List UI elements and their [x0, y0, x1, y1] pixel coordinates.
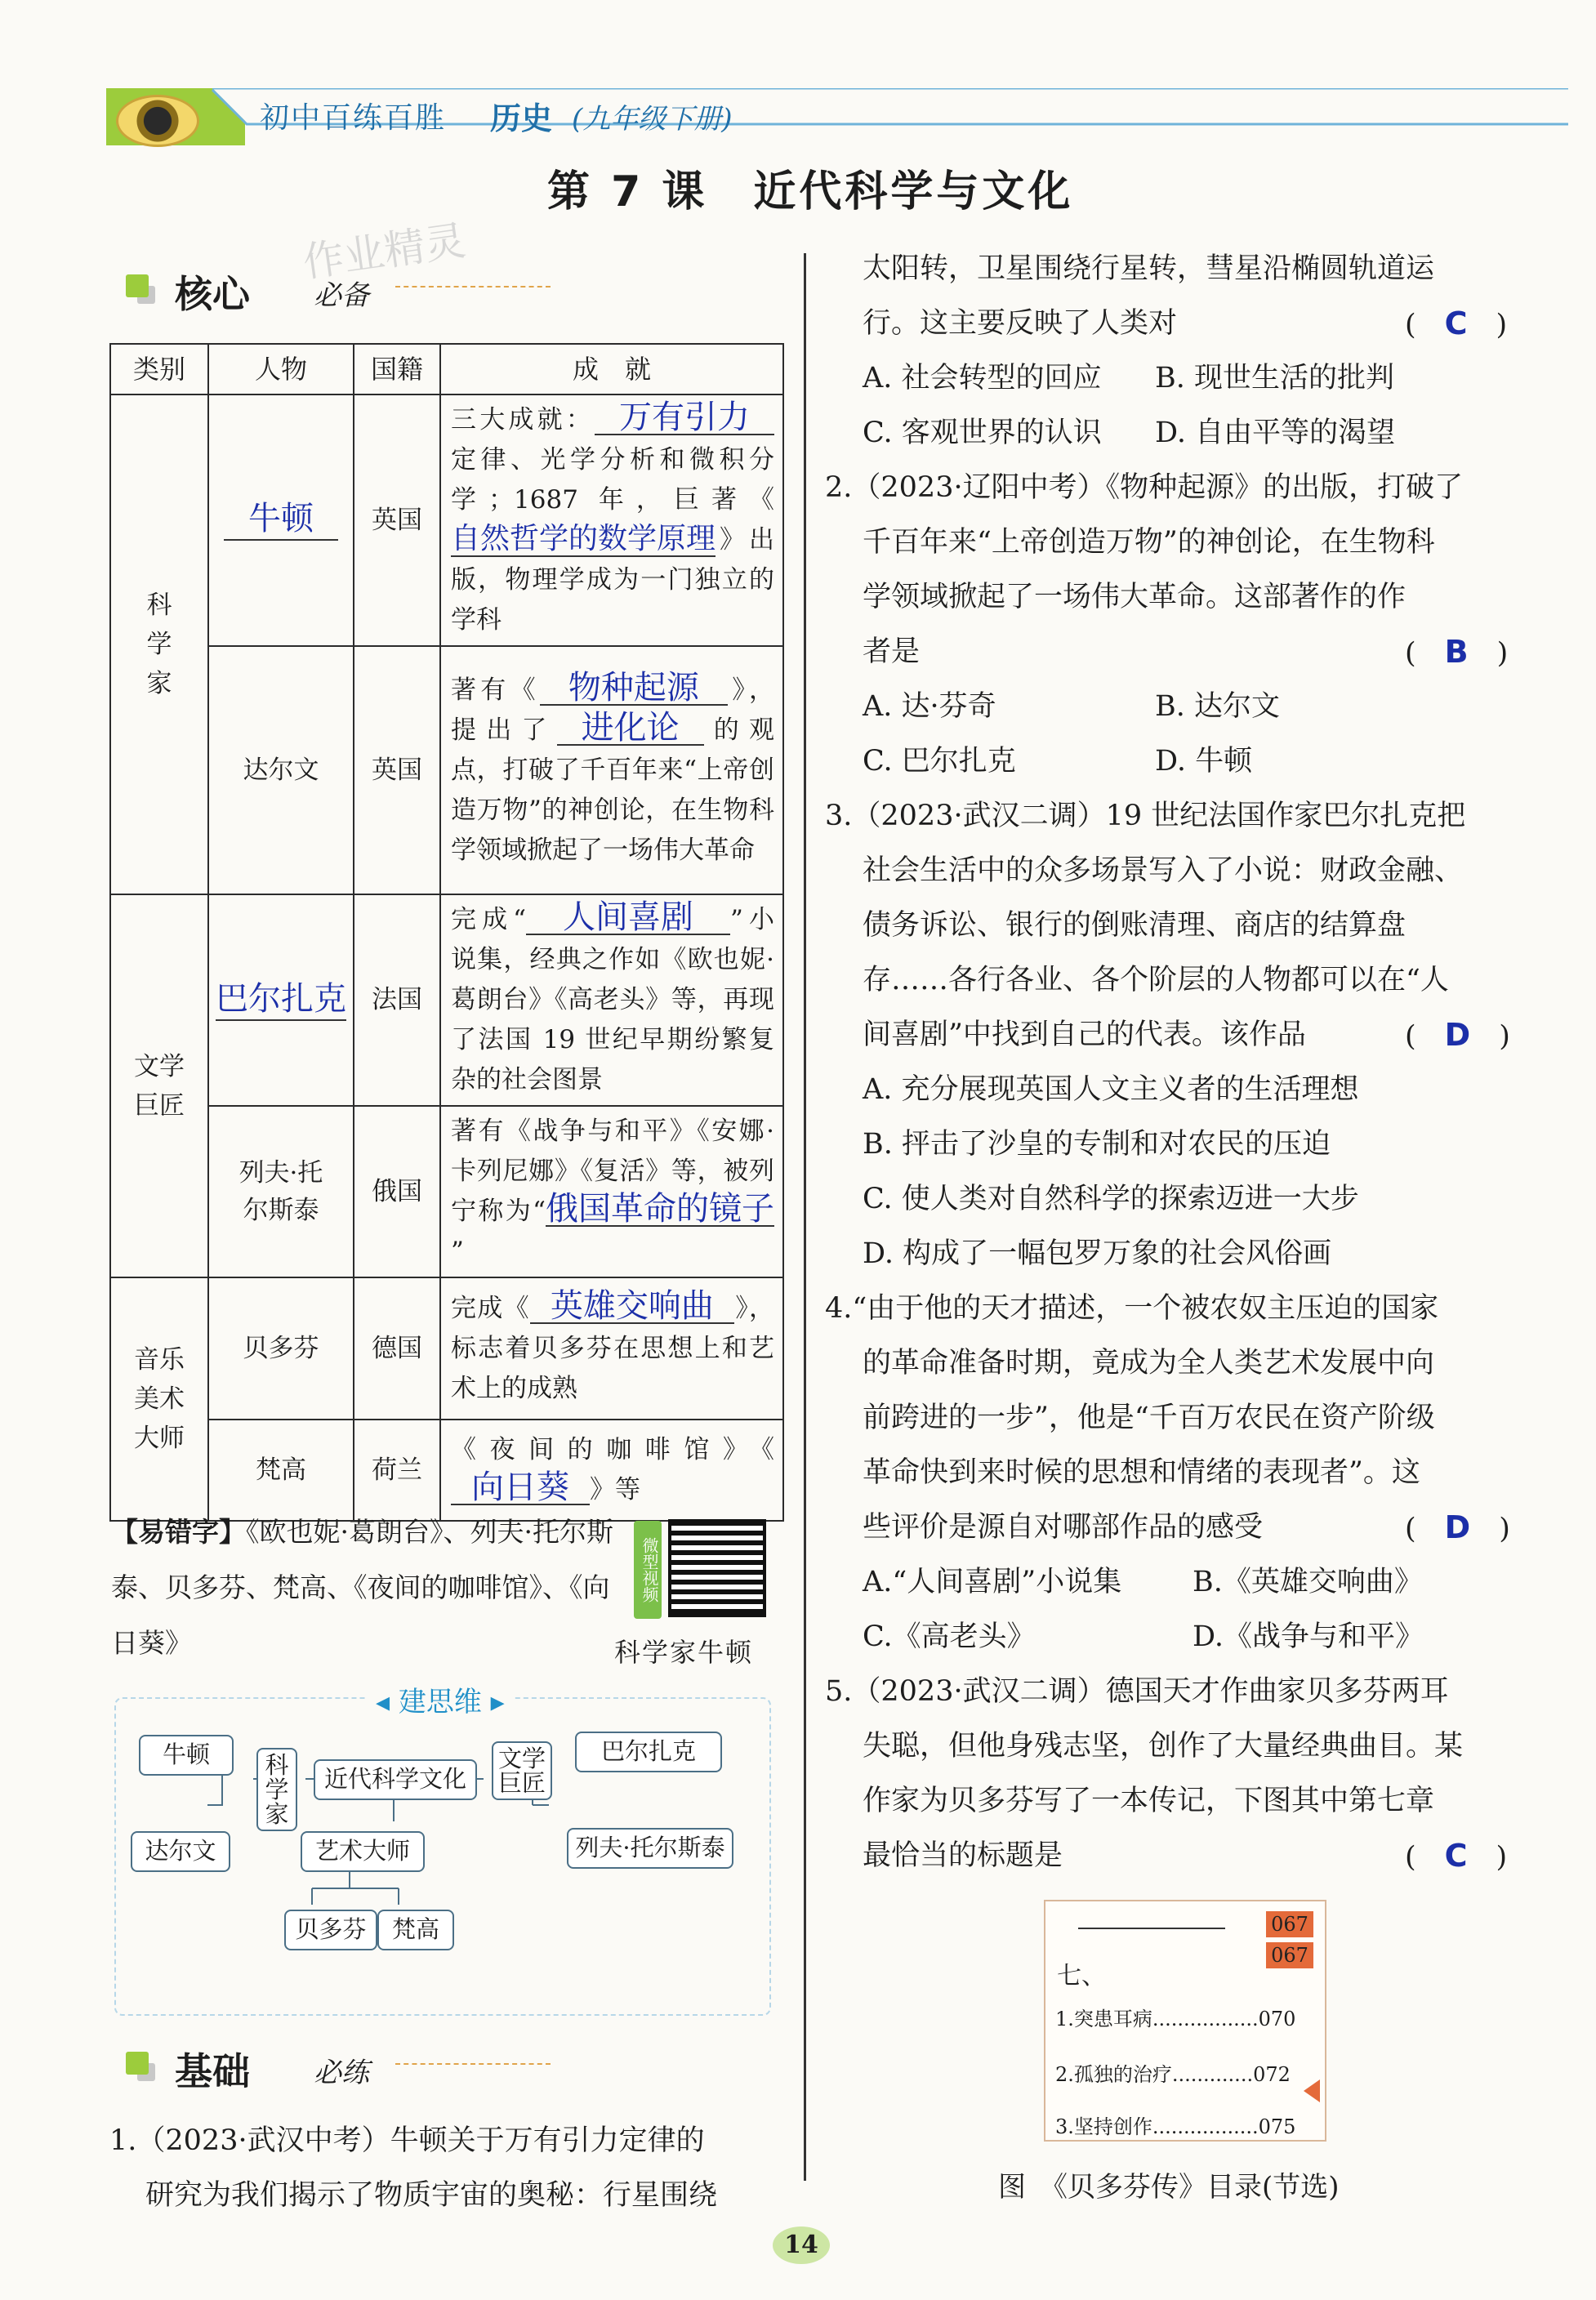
q1-answer: ( C ): [1405, 305, 1508, 341]
q1-option-b: B. 现世生活的批判: [1155, 362, 1394, 394]
mind-map-frame: [114, 1697, 771, 2016]
q2-line4: 者是: [863, 635, 921, 668]
publisher-logo: [116, 95, 199, 147]
person-balzac: 巴尔扎克: [208, 894, 354, 1106]
watermark: 作业精灵: [300, 216, 469, 287]
mind-node-literature: 文学巨匠: [492, 1741, 552, 1800]
mind-node-newton: 牛顿: [139, 1735, 234, 1776]
q3-line5: 间喜剧”中找到自己的代表。该作品: [863, 1019, 1306, 1051]
biography-toc-figure: [1044, 1900, 1326, 2142]
q1-line4: 行。这主要反映了人类对: [863, 307, 1178, 340]
category-scientists: 科学家: [110, 394, 208, 894]
q2-line3: 学领域掀起了一场伟大革命。这部著作的作: [863, 581, 1407, 613]
achievement-vangogh: 《夜间的咖啡馆》《向日葵 》等: [440, 1420, 783, 1521]
nationality-darwin: 英国: [354, 646, 440, 894]
nationality-beethoven: 德国: [354, 1277, 440, 1420]
achievement-darwin: 著有《 物种起源 》，提出了 进化论 的观点，打破了千百年来“上帝创造万物”的神创论，在生物科学领域掀起了一场伟大革命: [440, 646, 783, 894]
person-darwin: 达尔文: [208, 646, 354, 894]
q2-option-a: A. 达·芬奇: [863, 690, 996, 723]
toc-item-3: 3.坚持创作.................075: [1055, 2115, 1296, 2138]
q1-line3: 太阳转，卫星围绕行星转，彗星沿椭圆轨道运: [863, 252, 1435, 285]
section-core-title: 核心: [175, 272, 250, 316]
q5-line2: 失聪，但他身残志坚，创作了大量经典曲目。某: [863, 1730, 1464, 1763]
qr-caption: 科学家牛顿: [614, 1637, 754, 1668]
toc-chapter: 七、: [1057, 1962, 1106, 1990]
header-category: 类别: [110, 344, 208, 394]
q4-option-b: B.《英雄交响曲》: [1193, 1566, 1423, 1598]
subject-name: 历史: [490, 100, 553, 136]
error-prone-characters: 【易错字】《欧也妮·葛朗台》、列夫·托尔斯泰、贝多芬、梵高、《夜间的咖啡馆》、《向日葵》: [111, 1516, 613, 1659]
q2-option-d: D. 牛顿: [1155, 745, 1253, 778]
q3-option-a: A. 充分展现英国人文主义者的生活理想: [863, 1073, 1359, 1106]
person-tolstoy: 列夫·托尔斯泰: [208, 1106, 354, 1277]
q3-option-c: C. 使人类对自然科学的探索迈进一大步: [863, 1183, 1359, 1215]
q1-option-a: A. 社会转型的回应: [863, 362, 1102, 394]
header-achievement: 成 就: [440, 344, 783, 394]
toc-badge-1: 067: [1266, 1911, 1313, 1937]
mind-node-center: 近代科学文化: [314, 1759, 477, 1800]
q1-option-c: C. 客观世界的认识: [863, 417, 1102, 449]
q4-line2: 的革命准备时期，竟成为全人类艺术发展中向: [863, 1347, 1435, 1380]
section-basic-banner: [126, 2040, 567, 2097]
mind-node-scientists: 科学家: [256, 1748, 297, 1831]
q2-option-b: B. 达尔文: [1155, 690, 1280, 723]
q2-line1: 2.（2023·辽阳中考）《物种起源》的出版，打破了: [825, 471, 1464, 504]
mind-node-balzac: 巴尔扎克: [575, 1732, 722, 1772]
q2-line2: 千百年来“上帝创造万物”的神创论，在生物科: [863, 526, 1435, 559]
q4-option-c: C.《高老头》: [863, 1620, 1036, 1653]
achievement-tolstoy: 著有《战争与和平》《安娜·卡列尼娜》《复活》等，被列宁称为“俄国革命的镜子”: [440, 1106, 783, 1277]
mind-node-beethoven: 贝多芬: [284, 1910, 377, 1950]
toc-item-2: 2.孤独的治疗.............072: [1055, 2063, 1291, 2086]
q3-line1: 3.（2023·武汉二调）19 世纪法国作家巴尔扎克把: [825, 800, 1466, 832]
category-literature: 文学巨匠: [110, 894, 208, 1277]
q5-line3: 作家为贝多芬写了一本传记，下图其中第七章: [863, 1785, 1435, 1817]
mind-node-vangogh: 梵高: [377, 1910, 454, 1950]
toc-item-1: 1.突患耳病.................070: [1055, 2008, 1296, 2030]
q1-option-d: D. 自由平等的渴望: [1155, 417, 1396, 449]
person-beethoven: 贝多芬: [208, 1277, 354, 1420]
q4-answer: ( D ): [1405, 1509, 1510, 1545]
page-number: 14: [773, 2226, 830, 2264]
column-divider: [804, 253, 806, 2181]
section-basic-subtitle: 必练: [314, 2057, 369, 2089]
category-art: 音乐美术大师: [110, 1277, 208, 1521]
core-knowledge-table: [109, 343, 784, 1522]
q3-line2: 社会生活中的众多场景写入了小说：财政金融、: [863, 854, 1464, 887]
section-core-subtitle: 必备: [314, 279, 369, 312]
q4-line3: 前跨进的一步”，他是“千百万农民在资产阶级: [863, 1402, 1435, 1434]
achievement-newton: 三大成就： 万有引力定律、光学分析和微积分学；1687 年，巨著《自然哲学的数学原理》出版，物理学成为一门独立的学科: [440, 394, 783, 646]
q3-option-b: B. 抨击了沙皇的专制和对农民的压迫: [863, 1128, 1331, 1161]
q4-option-d: D.《战争与和平》: [1193, 1620, 1424, 1653]
mind-map-title: ◂ 建思维 ▸: [368, 1679, 513, 1719]
achievement-beethoven: 完成《 英雄交响曲 》，标志着贝多芬在思想上和艺术上的成熟: [440, 1277, 783, 1420]
header-nationality: 国籍: [354, 344, 440, 394]
question-1-stem-left: [109, 2114, 787, 2223]
grade-label: (九年级下册): [572, 103, 733, 136]
section-basic-title: 基础: [175, 2049, 250, 2093]
series-name: 初中百练百胜: [260, 101, 447, 135]
mind-node-darwin: 达尔文: [131, 1831, 230, 1872]
q3-line4: 存……各行各业、各个阶层的人物都可以在“人: [863, 964, 1449, 996]
mind-node-tolstoy: 列夫·托尔斯泰: [567, 1828, 733, 1869]
person-vangogh: 梵高: [208, 1420, 354, 1521]
q1-line2: 研究为我们揭示了物质宇宙的奥秘：行星围绕: [145, 2179, 718, 2212]
achievement-balzac: 完成“ 人间喜剧 ”小说集，经典之作如《欧也妮·葛朗台》《高老头》等，再现了法国 19 世纪早期纷繁复杂的社会图景: [440, 894, 783, 1106]
mind-node-art: 艺术大师: [301, 1831, 425, 1872]
q4-line5: 些评价是源自对哪部作品的感受: [863, 1511, 1264, 1544]
nationality-vangogh: 荷兰: [354, 1420, 440, 1521]
header-person: 人物: [208, 344, 354, 394]
q5-answer: ( C ): [1405, 1838, 1508, 1874]
q3-line3: 债务诉讼、银行的倒账清理、商店的结算盘: [863, 909, 1407, 942]
q4-line4: 革命快到来时候的思想和情绪的表现者”。这: [863, 1456, 1420, 1489]
lesson-title: 第 7 课 近代科学与文化: [547, 167, 1074, 216]
q5-line4: 最恰当的标题是: [863, 1839, 1063, 1872]
figure-caption: 图 《贝多芬传》目录(节选): [998, 2171, 1340, 2204]
person-newton: 牛顿: [208, 394, 354, 646]
toc-pointer-icon: [1304, 2079, 1320, 2102]
q4-option-a: A.“人间喜剧”小说集: [863, 1566, 1122, 1598]
q3-option-d: D. 构成了一幅包罗万象的社会风俗画: [863, 1237, 1332, 1270]
q2-answer: ( B ): [1405, 634, 1509, 670]
nationality-tolstoy: 俄国: [354, 1106, 440, 1277]
q3-answer: ( D ): [1405, 1017, 1510, 1053]
toc-badge-2: 067: [1266, 1942, 1313, 1968]
nationality-balzac: 法国: [354, 894, 440, 1106]
q1-line1: 1.（2023·武汉中考）牛顿关于万有引力定律的: [109, 2124, 705, 2157]
video-tag: 微型视频: [634, 1521, 662, 1619]
q2-option-c: C. 巴尔扎克: [863, 745, 1016, 778]
section-core-banner: [126, 263, 567, 320]
q4-line1: 4.“由于他的天才描述，一个被农奴主压迫的国家: [825, 1292, 1439, 1325]
nationality-newton: 英国: [354, 394, 440, 646]
q5-line1: 5.（2023·武汉二调）德国天才作曲家贝多芬两耳: [825, 1675, 1449, 1708]
qr-code[interactable]: [668, 1519, 766, 1617]
